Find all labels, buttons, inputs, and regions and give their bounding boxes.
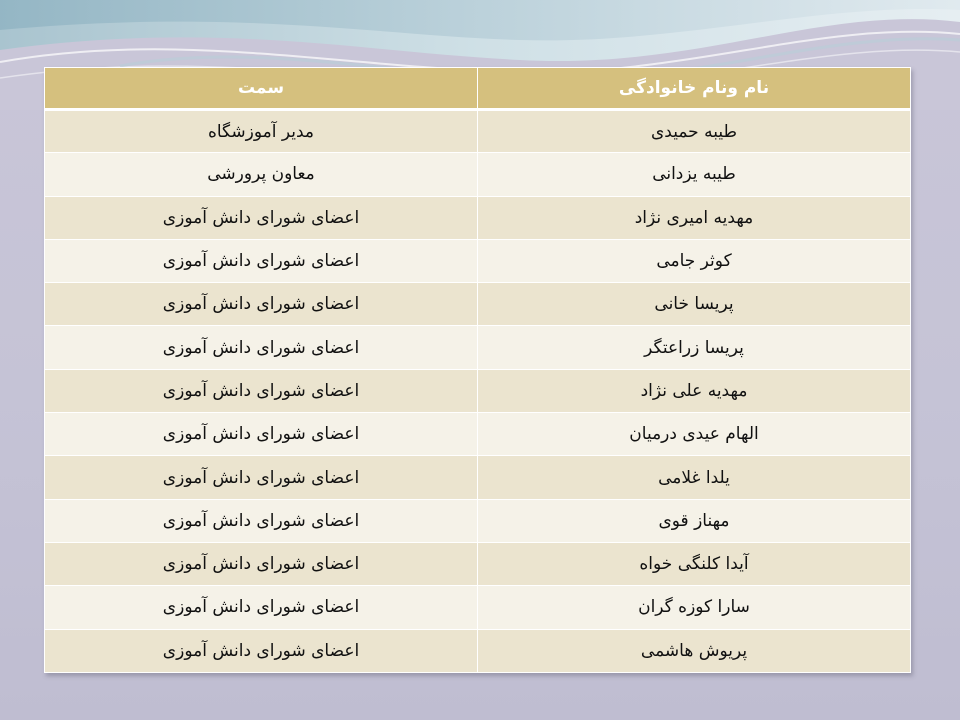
- cell-role: اعضای شورای دانش آموزی: [45, 586, 478, 629]
- cell-name: مهناز قوی: [478, 499, 911, 542]
- cell-name: طیبه حمیدی: [478, 110, 911, 153]
- table-header-row: [45, 68, 911, 110]
- cell-role: اعضای شورای دانش آموزی: [45, 283, 478, 326]
- table-row: [45, 456, 911, 499]
- cell-role: معاون پرورشی: [45, 153, 478, 196]
- table-row: [45, 499, 911, 542]
- cell-role: اعضای شورای دانش آموزی: [45, 326, 478, 369]
- table-row: [45, 153, 911, 196]
- table-row: [45, 283, 911, 326]
- cell-name: طیبه یزدانی: [478, 153, 911, 196]
- cell-role: اعضای شورای دانش آموزی: [45, 369, 478, 412]
- cell-role: اعضای شورای دانش آموزی: [45, 499, 478, 542]
- cell-name: پریسا زراعتگر: [478, 326, 911, 369]
- cell-name: الهام عیدی درمیان: [478, 413, 911, 456]
- table-row: [45, 369, 911, 412]
- table-row: [45, 629, 911, 672]
- table-row: [45, 239, 911, 282]
- table-row: [45, 413, 911, 456]
- table-row: [45, 326, 911, 369]
- cell-role: اعضای شورای دانش آموزی: [45, 542, 478, 585]
- cell-role: اعضای شورای دانش آموزی: [45, 629, 478, 672]
- cell-role: مدیر آموزشگاه: [45, 110, 478, 153]
- cell-name: پریسا خانی: [478, 283, 911, 326]
- header-role: سمت: [45, 68, 478, 110]
- cell-role: اعضای شورای دانش آموزی: [45, 239, 478, 282]
- cell-name: کوثر جامی: [478, 239, 911, 282]
- table-row: [45, 196, 911, 239]
- table-row: [45, 586, 911, 629]
- cell-name: مهدیه علی نژاد: [478, 369, 911, 412]
- header-name: نام ونام خانوادگی: [478, 68, 911, 110]
- table-row: [45, 110, 911, 153]
- cell-role: اعضای شورای دانش آموزی: [45, 196, 478, 239]
- cell-name: پریوش هاشمی: [478, 629, 911, 672]
- cell-name: مهدیه امیری نژاد: [478, 196, 911, 239]
- cell-role: اعضای شورای دانش آموزی: [45, 456, 478, 499]
- cell-name: یلدا غلامی: [478, 456, 911, 499]
- table-row: [45, 542, 911, 585]
- cell-name: سارا کوزه گران: [478, 586, 911, 629]
- cell-name: آیدا کلنگی خواه: [478, 542, 911, 585]
- cell-role: اعضای شورای دانش آموزی: [45, 413, 478, 456]
- council-members-table: [44, 67, 911, 673]
